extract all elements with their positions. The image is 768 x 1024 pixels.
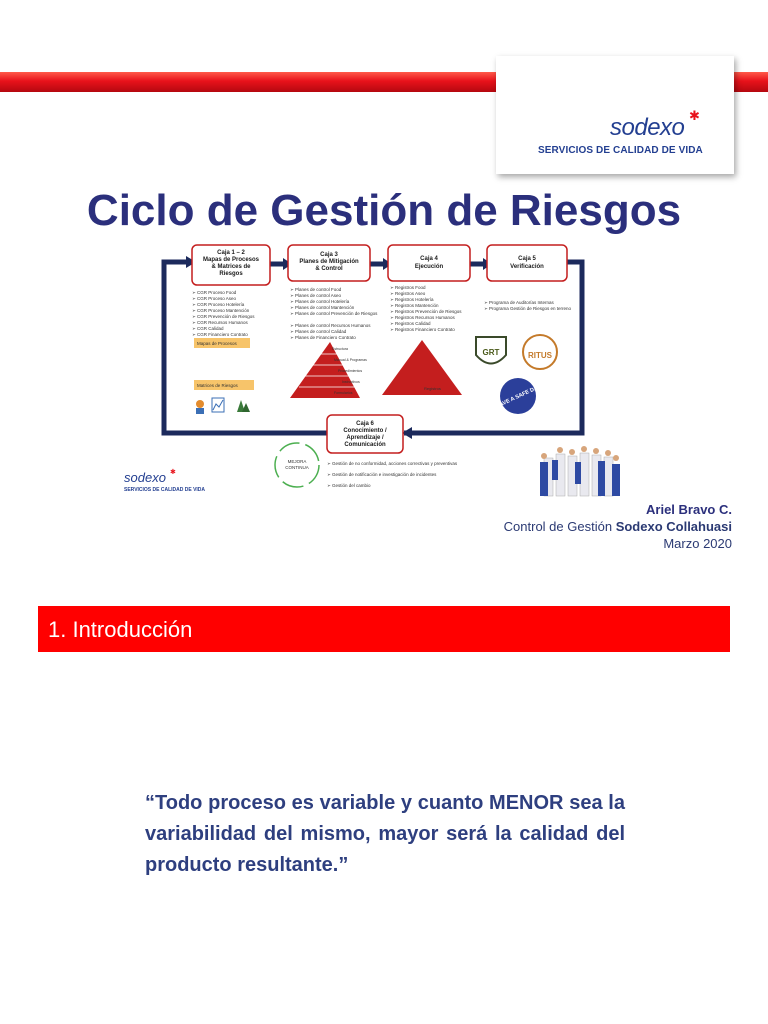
box-2-title-line: Planes de Mitigación	[299, 259, 359, 265]
box-3-item: ➢ Registros Aseo	[390, 291, 426, 296]
box-1-item: ➢ CGR Proceso Aseo	[192, 296, 237, 301]
registros-label: Registros	[424, 386, 441, 391]
box-4-item: ➢ Programa Gestión de Riesgos en terreno	[484, 306, 572, 311]
safe-day-badge	[495, 378, 542, 414]
box-3-title-line: Caja 4	[420, 256, 438, 262]
box-1-title-line: Riesgos	[219, 271, 243, 277]
cycle-box-3	[382, 245, 470, 395]
box-1-title-line: Caja 1 – 2	[217, 250, 245, 256]
pyramid-level: Formularios	[334, 391, 353, 395]
staff-group-image	[540, 446, 620, 496]
box-2-item: ➢ Planes de control Mantención	[290, 305, 355, 310]
matrices-tag: Matrices de Riesgos	[197, 383, 238, 388]
box-4-title-line: Verificación	[510, 264, 544, 270]
cycle-label-line: CONTINUA	[285, 465, 309, 470]
box-2-item: ➢ Planes de Financiero Contrato	[290, 335, 356, 340]
box-3-item: ➢ Registros Mantención	[390, 303, 439, 308]
box-3-item: ➢ Registros Hotelería	[390, 297, 434, 302]
diagram-logo-wordmark: sodexo	[124, 470, 166, 485]
box-1-item: ➢ CGR Calidad	[192, 326, 224, 331]
safe-day-badge-label: HAVE A SAFE DAY	[495, 383, 542, 410]
author-company: Sodexo Collahuasi	[615, 519, 732, 534]
matrix-icons	[196, 398, 250, 414]
grt-badge-label: GRT	[482, 348, 500, 357]
box-2-item: ➢ Planes de control Food	[290, 287, 342, 292]
box-1-item: ➢ CGR Financiero Contrato	[192, 332, 248, 337]
brand-logo-card	[496, 56, 734, 174]
page-title: Ciclo de Gestión de Riesgos	[86, 186, 682, 235]
box-5-item: ➢ Gestión de no conformidad, acciones correctivas y preventivas	[327, 461, 458, 466]
box-5-item: ➢ Gestión del cambio	[327, 483, 371, 488]
cycle-box-4	[476, 245, 572, 414]
continuous-improvement-cycle	[275, 443, 319, 487]
cycle-box-2	[288, 245, 378, 398]
box-2-item: ➢ Planes de control Calidad	[290, 329, 347, 334]
author-date: Marzo 2020	[663, 536, 732, 551]
section-title: 1. Introducción	[48, 617, 193, 642]
box-5-title-line: Conocimiento /	[343, 428, 387, 434]
box-3-item: ➢ Registros Calidad	[390, 321, 431, 326]
box-1-item: ➢ CGR Proceso Hotelería	[192, 302, 245, 307]
box-3-title-line: Ejecución	[414, 264, 444, 270]
quote-text: “Todo proceso es variable y cuanto MENOR sea la variabilidad del mismo, mayor será la calidad del producto resultante.”	[145, 792, 625, 876]
box-3-item: ➢ Registros Food	[390, 285, 426, 290]
box-5-title-line: Comunicación	[344, 442, 386, 448]
cycle-box-5	[327, 415, 458, 488]
box-5-item: ➢ Gestión de notificación e investigación de incidentes	[327, 472, 437, 477]
brand-logo-wordmark: sodexo	[610, 114, 685, 141]
box-1-title-line: Mapas de Procesos	[202, 257, 260, 263]
box-2-item: ➢ Planes de control Recursos Humanos	[290, 323, 371, 328]
star-icon: ✱	[170, 469, 176, 476]
pyramid-level: Procedimientos	[338, 369, 363, 373]
brand-logo-tagline: SERVICIOS DE CALIDAD DE VIDA	[538, 145, 703, 156]
box-1-item: ➢ CGR Proceso Food	[192, 290, 237, 295]
box-3-item: ➢ Registros Recursos Humanos	[390, 315, 455, 320]
box-4-title-line: Caja 5	[518, 256, 536, 262]
risk-cycle-diagram	[112, 240, 632, 505]
pyramid-level: Instructivos	[342, 380, 360, 384]
ritus-badge	[523, 335, 557, 369]
cycle-box-1	[192, 245, 270, 414]
box-1-item: ➢ CGR Recursos Humanos	[192, 320, 248, 325]
box-3-item: ➢ Registros Prevención de Riesgos	[390, 309, 462, 314]
box-2-title-line: & Control	[315, 266, 343, 272]
box-1-title-line: & Matrices de	[211, 264, 251, 270]
grt-badge	[476, 337, 506, 364]
star-icon: ✱	[689, 108, 700, 123]
ritus-badge-label: RITUS	[528, 351, 552, 360]
registros-pyramid	[382, 340, 462, 395]
author-affiliation	[504, 518, 732, 535]
box-5-title-line: Aprendizaje /	[346, 435, 384, 441]
cycle-label-line: MEJORA	[287, 459, 307, 464]
maps-tag: Mapas de Procesos	[197, 341, 237, 346]
box-4-item: ➢ Programa de Auditorías Internas	[484, 300, 554, 305]
diagram-brand-logo	[124, 468, 205, 493]
section-header-bar	[38, 606, 730, 652]
author-role: Control de Gestión	[503, 519, 613, 534]
box-1-item: ➢ CGR Prevención de Riesgos	[192, 314, 255, 319]
pyramid-level: Manual & Programas	[334, 358, 367, 362]
author-block	[504, 501, 732, 552]
box-5-title-line: Caja 6	[356, 421, 374, 427]
box-2-item: ➢ Planes de control Prevención de Riesgos	[290, 311, 378, 316]
box-1-item: ➢ CGR Proceso Mantención	[192, 308, 250, 313]
box-3-item: ➢ Registros Financiero Contrato	[390, 327, 455, 332]
pyramid-level: Estructura	[332, 347, 348, 351]
diagram-logo-tagline: SERVICIOS DE CALIDAD DE VIDA	[124, 487, 206, 493]
author-name: Ariel Bravo C.	[646, 502, 732, 517]
box-2-title-line: Caja 3	[320, 252, 338, 258]
box-2-item: ➢ Planes de control Hotelería	[290, 299, 350, 304]
box-2-item: ➢ Planes de control Aseo	[290, 293, 342, 298]
documentation-pyramid	[290, 342, 367, 398]
